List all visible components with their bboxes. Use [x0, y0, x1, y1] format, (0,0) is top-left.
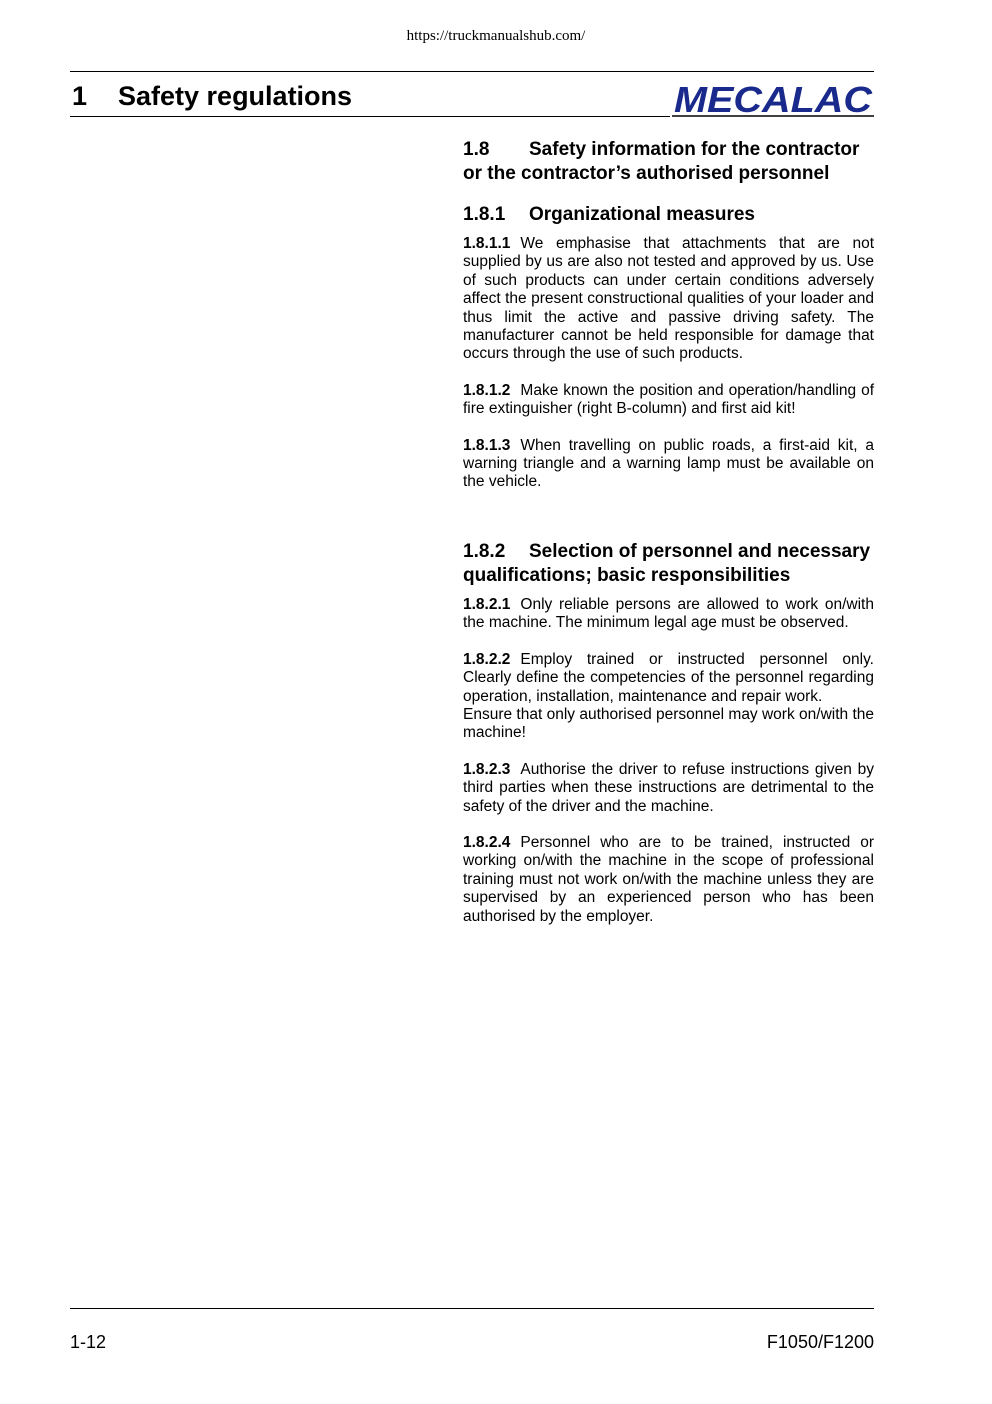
paragraph-text-extra: Ensure that only authorised personnel may work on/with the machine! [463, 705, 874, 742]
section-title: Organizational measures [529, 204, 755, 225]
paragraph-text: Make known the position and operation/handling of fire extinguisher (right B-column) and first aid kit! [463, 381, 874, 418]
paragraph-1-8-2-4 [463, 834, 874, 926]
paragraph-text: Only reliable persons are allowed to work on/with the machine. The minimum legal age must be observed. [463, 595, 874, 632]
paragraph-1-8-1-3 [463, 437, 874, 492]
paragraph-1-8-1-1 [463, 235, 874, 364]
paragraph-text: Personnel who are to be trained, instructed or working on/with the machine in the scope of professional training must not work on/with the machine unless they are supervised by an experienced person who has been authorised by the employer. [463, 833, 874, 925]
section-1-8-heading [463, 138, 874, 186]
source-url: https://truckmanualshub.com/ [406, 28, 586, 44]
model-number: F1050/F1200 [766, 1332, 874, 1352]
mecalac-logo [672, 78, 874, 120]
chapter-heading [72, 80, 352, 112]
paragraph-number: 1.8.1.1 [463, 235, 511, 252]
section-number: 1.8.1 [463, 204, 506, 225]
logo-wordmark: MECALAC [674, 79, 874, 120]
section-1-8-1-heading [463, 203, 874, 227]
chapter-number: 1 [72, 81, 88, 111]
paragraph-text: Authorise the driver to refuse instructions given by third parties when these instructions are detrimental to the safety of the driver and the machine. [463, 760, 874, 815]
section-number: 1.8.2 [463, 540, 506, 562]
main-content [463, 138, 874, 926]
section-number: 1.8 [463, 139, 490, 160]
paragraph-number: 1.8.1.2 [463, 381, 511, 399]
footer-rule [70, 1308, 874, 1309]
paragraph-number: 1.8.1.3 [463, 436, 511, 454]
paragraph-text: We emphasise that attachments that are not supplied by us are also not tested and approved by us. Use of such products can under certain conditions adversely affect the present constructional qualities of your loader and thus limit the active and passive driving safety. The manufacturer cannot be held responsible for damage that occurs through the use of such products. [463, 235, 874, 363]
section-1-8-2-heading [463, 540, 874, 588]
paragraph-1-8-2-3 [463, 761, 874, 816]
section-title: Safety information for the contractor or the contractor’s authorised personnel [463, 139, 860, 184]
paragraph-1-8-2-1 [463, 596, 874, 633]
paragraph-1-8-2-2 [463, 651, 874, 743]
paragraph-text: Employ trained or instructed personnel only. Clearly define the competencies of the personnel regarding operation, installation, maintenance and repair work. [463, 650, 874, 705]
header-top-rule [70, 71, 874, 72]
section-title: Selection of personnel and necessary qualifications; basic responsibilities [463, 540, 871, 586]
paragraph-number: 1.8.2.1 [463, 595, 511, 613]
chapter-title: Safety regulations [118, 81, 353, 111]
header-bottom-rule [70, 116, 670, 117]
paragraph-number: 1.8.2.3 [463, 760, 511, 778]
paragraph-1-8-1-2 [463, 382, 874, 419]
paragraph-text: When travelling on public roads, a first-aid kit, a warning triangle and a warning lamp must be available on the vehicle. [463, 436, 874, 491]
paragraph-number: 1.8.2.2 [463, 650, 511, 668]
page-number: 1-12 [70, 1332, 107, 1352]
paragraph-number: 1.8.2.4 [463, 833, 511, 851]
